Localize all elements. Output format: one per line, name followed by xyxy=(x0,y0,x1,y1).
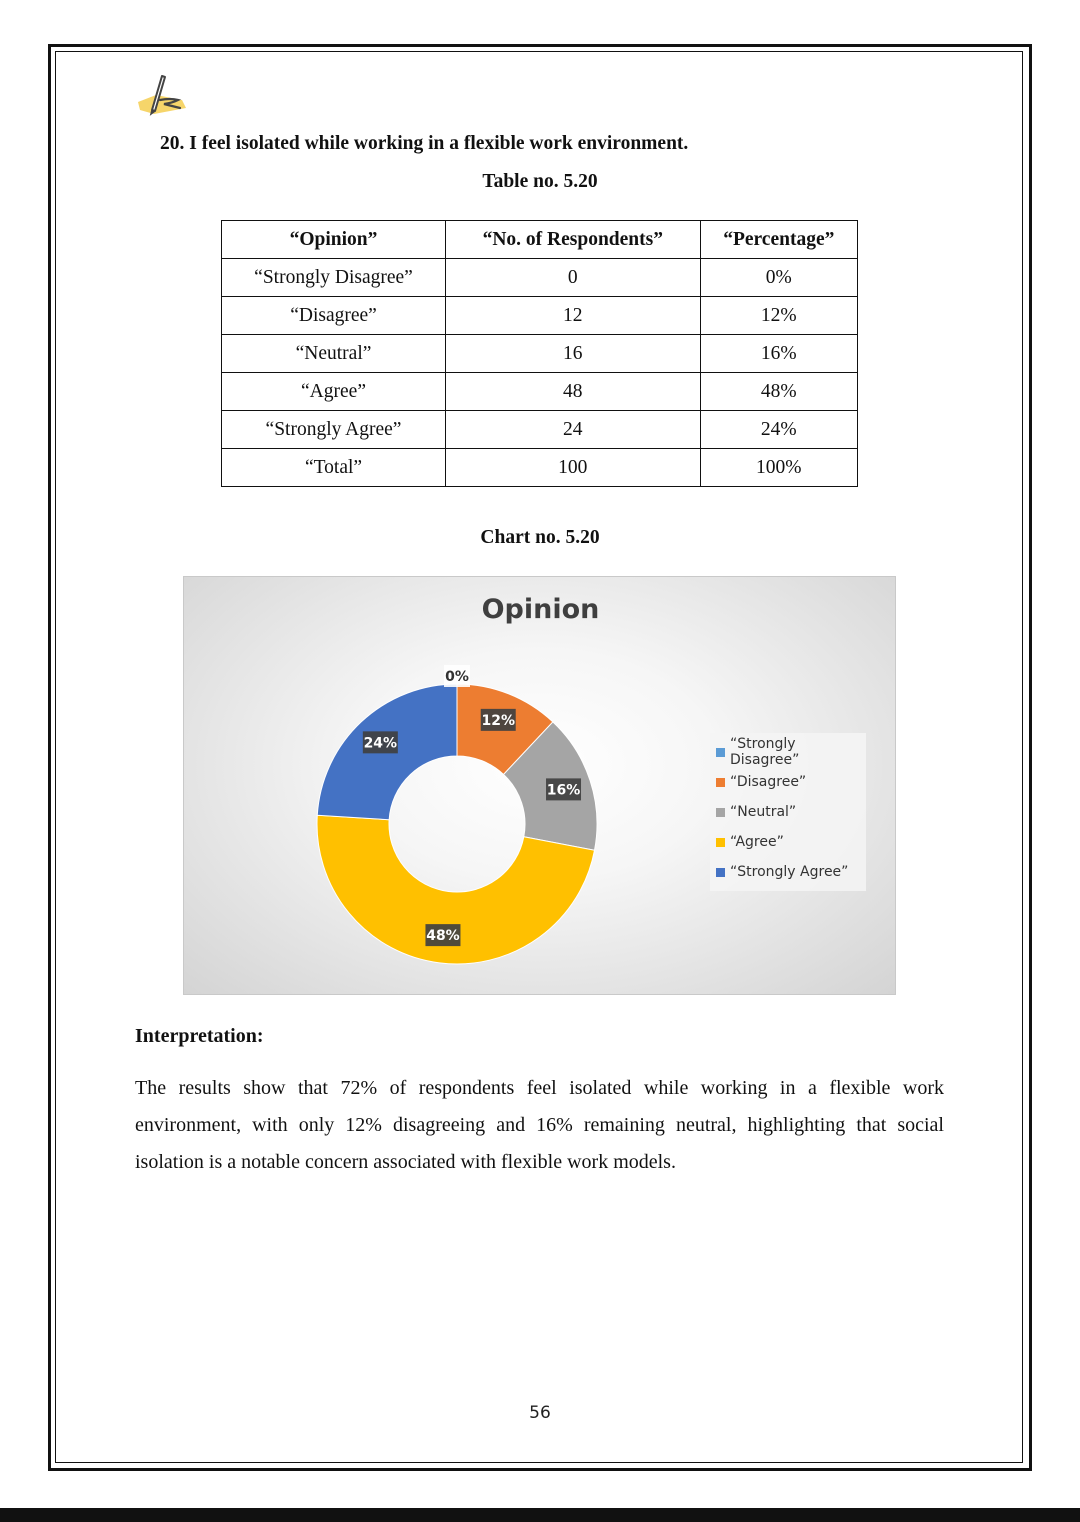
chart-caption: Chart no. 5.20 xyxy=(480,527,600,548)
table-cell: 100 xyxy=(446,449,701,487)
data-label-text: 48% xyxy=(426,928,460,945)
legend-swatch xyxy=(716,838,725,847)
table-cell: “Total” xyxy=(222,449,446,487)
response-table xyxy=(221,220,858,487)
page-number: 56 xyxy=(529,1403,551,1423)
data-label-text: 0% xyxy=(445,669,469,685)
table-caption: Table no. 5.20 xyxy=(482,171,598,192)
table-cell: “Strongly Disagree” xyxy=(222,259,446,297)
table-cell: 48% xyxy=(700,373,857,411)
column-header: “No. of Respondents” xyxy=(446,221,701,259)
legend-item xyxy=(716,767,862,797)
legend-label: “Strongly Disagree” xyxy=(730,736,800,768)
pen-writing-icon xyxy=(134,70,190,116)
column-header: “Opinion” xyxy=(222,221,446,259)
legend-swatch xyxy=(716,748,725,757)
table-cell: 24 xyxy=(446,411,701,449)
chart-legend xyxy=(710,733,866,891)
donut-chart xyxy=(183,576,896,995)
legend-label: “Agree” xyxy=(730,834,784,850)
table-row xyxy=(222,259,858,297)
table-row xyxy=(222,449,858,487)
legend-item xyxy=(716,797,862,827)
question-heading: 20. I feel isolated while working in a flexible work environment. xyxy=(160,133,689,154)
table-cell: “Neutral” xyxy=(222,335,446,373)
legend-swatch xyxy=(716,868,725,877)
table-cell: 16 xyxy=(446,335,701,373)
table-header-row xyxy=(222,221,858,259)
data-label-text: 16% xyxy=(546,782,581,799)
table-cell: 12% xyxy=(700,297,857,335)
legend-label: “Disagree” xyxy=(730,774,807,790)
table-cell: 16% xyxy=(700,335,857,373)
table-cell: “Agree” xyxy=(222,373,446,411)
table-cell: 12 xyxy=(446,297,701,335)
legend-label: “Strongly Agree” xyxy=(730,864,849,880)
table-cell: “Strongly Agree” xyxy=(222,411,446,449)
table-cell: “Disagree” xyxy=(222,297,446,335)
scan-bottom-edge xyxy=(0,1508,1080,1522)
data-label xyxy=(546,778,581,800)
table-cell: 0 xyxy=(446,259,701,297)
data-label xyxy=(444,665,470,687)
interpretation-heading: Interpretation: xyxy=(135,1025,264,1047)
table-row xyxy=(222,411,858,449)
legend-item xyxy=(716,857,862,887)
data-label-text: 12% xyxy=(481,712,515,729)
legend-swatch xyxy=(716,808,725,817)
legend-label: “Neutral” xyxy=(730,804,797,820)
data-label xyxy=(481,709,516,731)
legend-item xyxy=(716,827,862,857)
table-cell: 48 xyxy=(446,373,701,411)
data-label xyxy=(363,731,398,753)
data-label-text: 24% xyxy=(363,735,398,752)
chart-title: Opinion xyxy=(481,594,600,625)
data-label xyxy=(425,924,460,946)
table-row xyxy=(222,335,858,373)
table-cell: 0% xyxy=(700,259,857,297)
legend-item xyxy=(716,737,862,767)
table-cell: 100% xyxy=(700,449,857,487)
table-cell: 24% xyxy=(700,411,857,449)
interpretation-text: The results show that 72% of respondents feel isolated while working in a flexible work environment, with only 12% disagreeing and 16% remaining neutral, highlighting that social isolation is a notable concern associated with flexible work models. xyxy=(135,1077,944,1173)
legend-swatch xyxy=(716,778,725,787)
column-header: “Percentage” xyxy=(700,221,857,259)
table-row xyxy=(222,373,858,411)
table-row xyxy=(222,297,858,335)
